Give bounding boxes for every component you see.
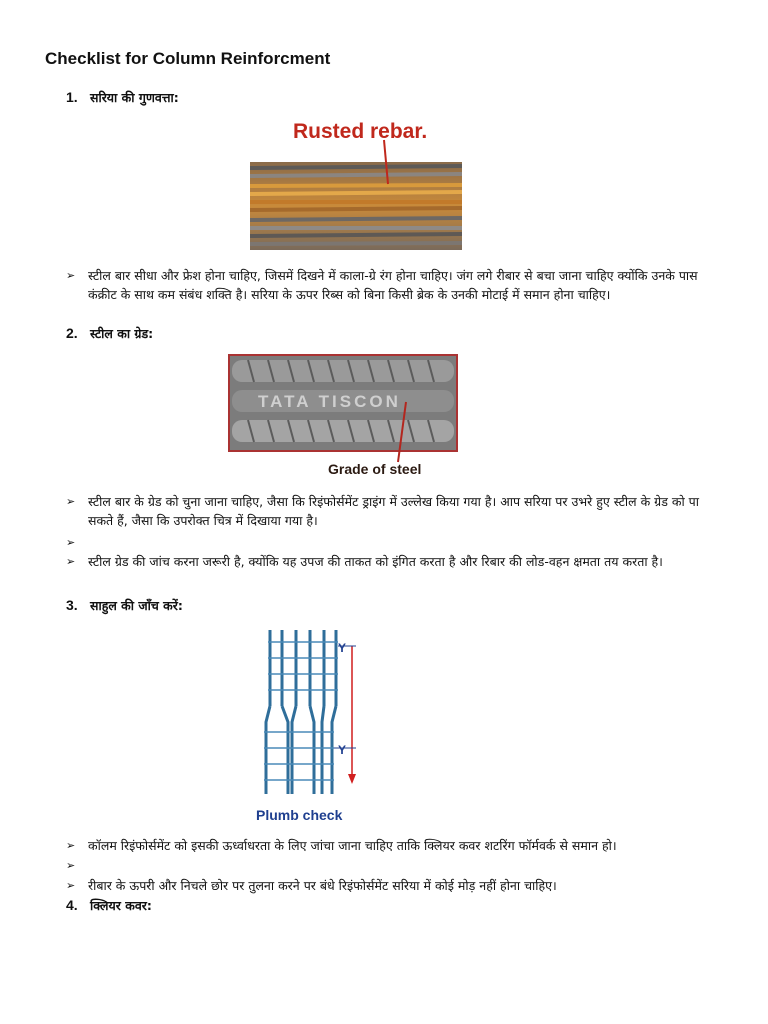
bullet-text: स्टील बार सीधा और फ्रेश होना चाहिए, जिसमें दिखने में काला-ग्रे रंग होना चाहिए। जंग लगे रीबार से बचा जाना चाहिए क्योंकि उनके पास कंक्रीट के साथ कम संबंध शक्ति है। सरिया के ऊपर रिब्स को बिना किसी ब्रेक के उनकी मोटाई में समान होना चाहिए। bbox=[88, 268, 698, 302]
arrow-bullet-icon: ➢ bbox=[66, 495, 76, 508]
reinforcement-cage bbox=[266, 630, 336, 794]
arrow-bullet-icon: ➢ bbox=[66, 859, 76, 872]
bullet-item bbox=[66, 552, 726, 592]
arrow-bullet-icon: ➢ bbox=[66, 269, 76, 282]
grade-of-steel-image bbox=[228, 352, 464, 482]
section-3-number: 3. bbox=[66, 597, 78, 613]
rusted-rebar-figure bbox=[248, 112, 478, 252]
plumb-label-mid: Y bbox=[338, 743, 347, 757]
bullet-text: स्टील बार के ग्रेड को चुना जाना चाहिए, जैसा कि रिइंफोर्समेंट ड्राइंग में उल्लेख किया गया है। आप सरिया पर उभरे हुए स्टील के ग्रेड को पा सकते हैं, जैसा कि उपरोक्त चित्र में दिखाया गया है। bbox=[88, 494, 700, 528]
grade-of-steel-figure bbox=[228, 352, 464, 482]
arrow-bullet-icon: ➢ bbox=[66, 839, 76, 852]
bullet-item bbox=[66, 876, 726, 895]
arrow-bullet-icon: ➢ bbox=[66, 879, 76, 892]
section-4-heading: क्लियर कवर: bbox=[90, 898, 152, 913]
rusted-rebar-caption: Rusted rebar. bbox=[293, 120, 428, 143]
document-title: Checklist for Column Reinforcment bbox=[45, 49, 331, 68]
plumb-check-diagram bbox=[252, 626, 382, 826]
steel-stamp-text: TATA TISCON bbox=[258, 392, 401, 411]
section-4-number: 4. bbox=[66, 897, 78, 913]
section-2-number: 2. bbox=[66, 325, 78, 341]
plumb-check-figure bbox=[252, 626, 382, 826]
plumb-bob-icon bbox=[348, 774, 356, 784]
rusted-rebar-image bbox=[248, 112, 478, 252]
arrow-bullet-icon: ➢ bbox=[66, 555, 76, 568]
grade-of-steel-caption: Grade of steel bbox=[328, 461, 422, 477]
section-2-heading: स्टील का ग्रेड: bbox=[90, 326, 154, 341]
bullet-item bbox=[66, 266, 726, 326]
plumb-label-top: Y bbox=[338, 641, 347, 655]
arrow-bullet-icon: ➢ bbox=[66, 536, 76, 549]
section-3-heading: साहुल की जाँच करें: bbox=[90, 598, 183, 613]
bullet-text: स्टील ग्रेड की जांच करना जरूरी है, क्योंकि यह उपज की ताकत को इंगित करता है और रिबार की लोड-वहन क्षमता तय करता है। bbox=[88, 554, 663, 569]
section-1-number: 1. bbox=[66, 89, 78, 105]
bullet-item bbox=[66, 836, 726, 855]
plumb-check-caption: Plumb check bbox=[256, 807, 343, 823]
section-1-heading: सरिया की गुणवत्ता: bbox=[90, 90, 179, 105]
bullet-item bbox=[66, 533, 726, 552]
bullet-item bbox=[66, 492, 726, 532]
bullet-text: कॉलम रिइंफोर्समेंट को इसकी ऊर्ध्वाधरता के लिए जांचा जाना चाहिए ताकि क्लियर कवर शटरिंग फॉर्मवर्क से समान हो। bbox=[88, 838, 617, 853]
bullet-text: रीबार के ऊपरी और निचले छोर पर तुलना करने पर बंधे रिइंफोर्समेंट सरिया में कोई मोड़ नहीं होना चाहिए। bbox=[88, 878, 557, 893]
bullet-item bbox=[66, 856, 726, 875]
